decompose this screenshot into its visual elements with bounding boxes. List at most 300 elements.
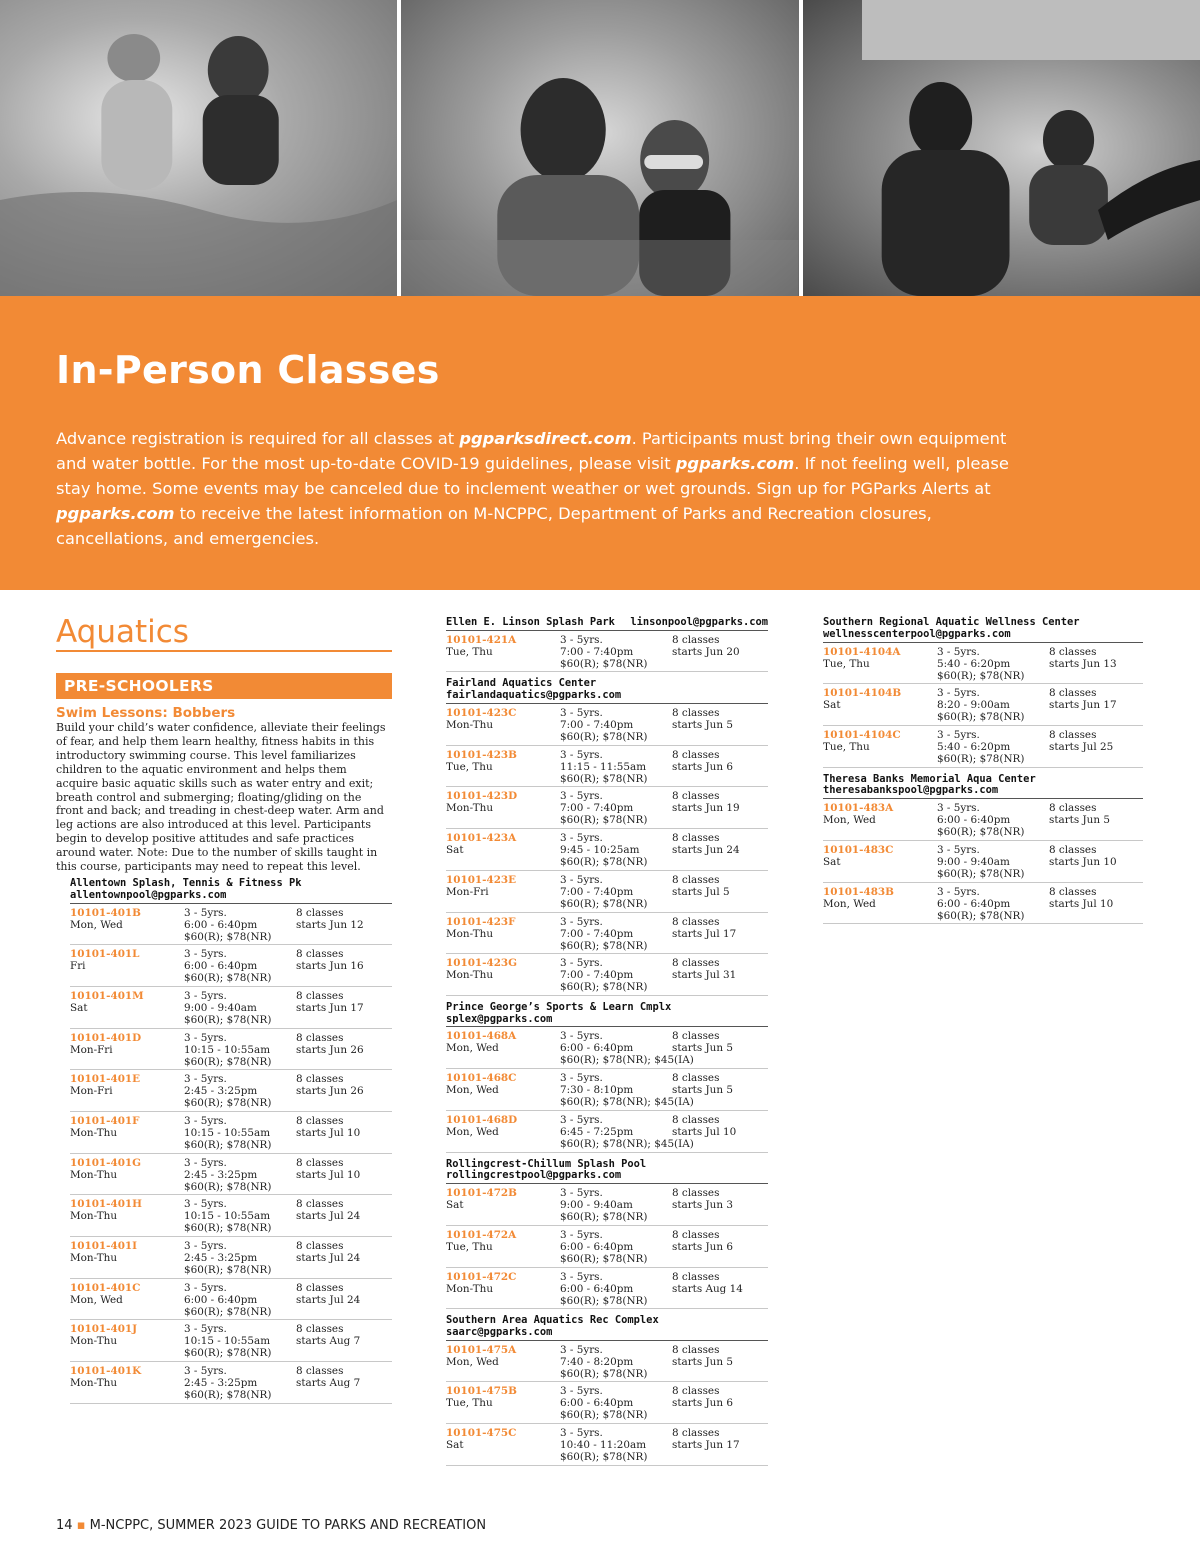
class-time: 10:15 - 10:55am <box>184 1210 271 1223</box>
class-start: starts Jun 17 <box>672 1439 740 1452</box>
class-time: 2:45 - 3:25pm <box>184 1168 258 1181</box>
class-days: Tue, Thu <box>823 740 870 753</box>
class-age: 3 - 5yrs. <box>560 957 603 970</box>
class-days: Mon-Thu <box>446 1282 494 1295</box>
class-count: 8 classes <box>1049 645 1097 658</box>
class-time: 9:00 - 9:40am <box>937 855 1010 868</box>
class-age: 3 - 5yrs. <box>184 1031 227 1044</box>
intro-text <box>56 426 1016 551</box>
class-code[interactable]: 10101-472B <box>446 1187 517 1200</box>
class-row <box>446 1424 768 1466</box>
class-row <box>446 1184 768 1226</box>
class-row <box>446 954 768 996</box>
class-fee: $60(R); $78(NR) <box>184 1264 272 1277</box>
class-days: Sat <box>446 1199 464 1212</box>
class-col-count <box>296 990 392 1026</box>
class-age: 3 - 5yrs. <box>937 802 980 815</box>
class-time: 10:40 - 11:20am <box>560 1439 647 1452</box>
class-col-count <box>672 874 768 910</box>
class-row <box>446 871 768 913</box>
venue-email[interactable]: fairlandaquatics@pgparks.com <box>446 689 622 702</box>
class-col-id <box>70 1198 184 1234</box>
class-col-count <box>672 1385 768 1421</box>
class-code[interactable]: 10101-4104C <box>823 728 901 741</box>
venue-header <box>823 774 1143 800</box>
venue-block <box>446 617 768 672</box>
class-fee: $60(R); $78(NR) <box>184 1055 272 1068</box>
class-start: starts Aug 7 <box>296 1335 361 1348</box>
class-start: starts Jul 24 <box>296 1293 361 1306</box>
class-time: 10:15 - 10:55am <box>184 1127 271 1139</box>
venue-block <box>446 1002 768 1153</box>
class-time: 10:15 - 10:55am <box>184 1335 271 1348</box>
class-col-time <box>560 832 672 868</box>
intro-text-1: Advance registration is required for all classes at <box>56 429 460 448</box>
venue-header <box>446 1315 768 1341</box>
class-fee: $60(R); $78(NR) <box>937 752 1025 765</box>
class-start: starts Jun 16 <box>296 960 364 973</box>
class-age: 3 - 5yrs. <box>560 1427 603 1440</box>
class-row <box>823 643 1143 685</box>
class-col-id <box>823 646 937 682</box>
class-fee: $60(R); $78(NR) <box>560 1451 648 1464</box>
class-fee: $60(R); $78(NR) <box>560 1367 648 1380</box>
class-time: 2:45 - 3:25pm <box>184 1252 258 1265</box>
class-col-count <box>1049 687 1143 723</box>
class-code[interactable]: 10101-401H <box>70 1198 142 1211</box>
class-row <box>446 631 768 673</box>
class-col-id <box>446 1072 560 1108</box>
class-start: starts Jun 26 <box>296 1085 364 1098</box>
class-col-id <box>446 957 560 993</box>
class-col-count <box>296 1157 392 1193</box>
class-count: 8 classes <box>672 633 720 646</box>
class-code[interactable]: 10101-401I <box>70 1240 138 1253</box>
class-count: 8 classes <box>296 1240 344 1253</box>
class-col-id <box>70 1323 184 1359</box>
venue-block <box>446 678 768 995</box>
photo-swim-instructor-child <box>0 0 397 296</box>
class-age: 3 - 5yrs. <box>560 1228 603 1241</box>
class-time: 9:00 - 9:40am <box>560 1199 633 1212</box>
class-count: 8 classes <box>296 989 344 1002</box>
class-code[interactable]: 10101-423D <box>446 790 518 803</box>
class-count: 8 classes <box>672 832 720 845</box>
class-days: Sat <box>823 855 841 868</box>
class-code[interactable]: 10101-423A <box>446 832 517 845</box>
class-start: starts Aug 7 <box>296 1377 361 1390</box>
class-col-time <box>560 749 672 785</box>
class-col-time <box>560 790 672 826</box>
class-code[interactable]: 10101-468D <box>446 1113 518 1126</box>
class-col-time <box>560 1229 672 1265</box>
class-col-time <box>184 1115 296 1151</box>
class-col-time <box>937 729 1049 765</box>
intro-text-2: . Participants must bring their own equipment and water bottle. For the most up-to-date COVID-19 guidelines, please visit <box>56 429 1007 473</box>
class-time: 6:00 - 6:40pm <box>937 897 1011 910</box>
class-age: 3 - 5yrs. <box>560 1385 603 1398</box>
class-time: 6:00 - 6:40pm <box>184 960 258 973</box>
class-days: Mon-Thu <box>70 1127 118 1139</box>
class-fee: $60(R); $78(NR) <box>560 939 648 952</box>
class-code[interactable]: 10101-472C <box>446 1270 517 1283</box>
class-col-id <box>446 707 560 743</box>
class-age: 3 - 5yrs. <box>560 873 603 886</box>
class-count: 8 classes <box>672 748 720 761</box>
class-row <box>70 1112 392 1154</box>
class-age: 3 - 5yrs. <box>184 1073 227 1086</box>
class-col-id <box>823 886 937 922</box>
class-days: Tue, Thu <box>446 1240 493 1253</box>
class-time: 7:00 - 7:40pm <box>560 719 634 732</box>
class-fee: $60(R); $78(NR) <box>560 731 648 744</box>
class-fee: $60(R); $78(NR) <box>560 1294 648 1307</box>
class-col-count <box>296 1032 392 1068</box>
class-time: 7:00 - 7:40pm <box>560 969 634 982</box>
class-fee: $60(R); $78(NR) <box>184 972 272 985</box>
class-fee: $60(R); $78(NR) <box>184 1139 272 1151</box>
class-code[interactable]: 10101-423C <box>446 707 517 720</box>
class-fee: $60(R); $78(NR) <box>560 1252 648 1265</box>
class-start: starts Jun 5 <box>672 1084 733 1097</box>
class-col-time <box>184 1032 296 1068</box>
class-time: 5:40 - 6:20pm <box>937 740 1011 753</box>
class-days: Sat <box>446 1439 464 1452</box>
class-col-id <box>446 1427 560 1463</box>
class-count: 8 classes <box>1049 802 1097 815</box>
class-code[interactable]: 10101-401D <box>70 1031 142 1044</box>
class-col-id <box>446 1344 560 1380</box>
class-col-time <box>560 1385 672 1421</box>
class-age: 3 - 5yrs. <box>560 1030 603 1043</box>
class-fee: $60(R); $78(NR) <box>560 1409 648 1422</box>
class-age: 3 - 5yrs. <box>184 1156 227 1169</box>
class-age: 3 - 5yrs. <box>184 989 227 1002</box>
venue-email[interactable]: splex@pgparks.com <box>446 1012 553 1025</box>
class-age: 3 - 5yrs. <box>560 748 603 761</box>
class-col-time <box>184 907 296 943</box>
class-code[interactable]: 10101-423B <box>446 748 517 761</box>
class-days: Mon, Wed <box>446 1042 499 1055</box>
class-col-time <box>184 1365 296 1401</box>
class-count: 8 classes <box>672 1427 720 1440</box>
class-code[interactable]: 10101-401M <box>70 989 144 1002</box>
class-start: starts Jul 25 <box>1049 740 1114 753</box>
class-col-id <box>70 948 184 984</box>
class-code[interactable]: 10101-401L <box>70 948 140 961</box>
class-fee: $60(R); $78(NR) <box>937 826 1025 839</box>
class-start: starts Jul 24 <box>296 1252 361 1265</box>
class-code[interactable]: 10101-475C <box>446 1427 517 1440</box>
class-col-count <box>1049 802 1143 838</box>
class-count: 8 classes <box>672 1228 720 1241</box>
class-fee: $60(R); $78(NR) <box>560 814 648 827</box>
class-days: Mon, Wed <box>823 814 876 827</box>
venue-block <box>823 617 1143 768</box>
class-col-count <box>296 1198 392 1234</box>
class-age: 3 - 5yrs. <box>560 633 603 646</box>
class-fee: $60(R); $78(NR) <box>937 909 1025 922</box>
class-age: 3 - 5yrs. <box>937 645 980 658</box>
class-code[interactable]: 10101-483C <box>823 843 894 856</box>
venue-email[interactable]: linsonpool@pgparks.com <box>630 616 768 628</box>
class-col-count <box>296 1365 392 1401</box>
class-fee: $60(R); $78(NR) <box>560 1211 648 1224</box>
photo-swim-dad-child <box>401 0 798 296</box>
class-col-count <box>672 1072 768 1108</box>
venue-name: Rollingcrest-Chillum Splash Pool <box>446 1157 647 1170</box>
class-col-id <box>823 687 937 723</box>
class-col-id <box>823 802 937 838</box>
class-row <box>70 1029 392 1071</box>
class-days: Sat <box>823 699 841 712</box>
class-start: starts Aug 14 <box>672 1282 743 1295</box>
column-2 <box>446 617 768 1466</box>
venue-block <box>823 774 1143 925</box>
class-col-id <box>446 874 560 910</box>
class-code[interactable]: 10101-483A <box>823 802 894 815</box>
class-code[interactable]: 10101-401G <box>70 1156 142 1169</box>
class-code[interactable]: 10101-401E <box>70 1073 141 1086</box>
class-code[interactable]: 10101-401C <box>70 1281 141 1294</box>
class-code[interactable]: 10101-423G <box>446 957 518 970</box>
class-time: 6:00 - 6:40pm <box>184 1293 258 1306</box>
class-days: Mon, Wed <box>70 918 123 931</box>
class-age: 3 - 5yrs. <box>560 832 603 845</box>
class-col-id <box>823 844 937 880</box>
class-col-count <box>672 1344 768 1380</box>
class-fee: $60(R); $78(NR) <box>184 1013 272 1026</box>
class-start: starts Jun 24 <box>672 844 740 857</box>
class-col-id <box>70 1240 184 1276</box>
class-col-count <box>672 957 768 993</box>
class-code[interactable]: 10101-475A <box>446 1343 517 1356</box>
class-days: Mon, Wed <box>446 1084 499 1097</box>
class-age: 3 - 5yrs. <box>937 728 980 741</box>
intro-banner <box>0 296 1200 590</box>
class-count: 8 classes <box>296 1031 344 1044</box>
class-col-id <box>823 729 937 765</box>
class-fee: $60(R); $78(NR) <box>937 867 1025 880</box>
class-col-count <box>296 1282 392 1318</box>
class-fee: $60(R); $78(NR) <box>560 981 648 994</box>
class-code[interactable]: 10101-401B <box>70 906 141 919</box>
venue-name: Prince George’s Sports & Learn Cmplx <box>446 1000 672 1013</box>
pgparksdirect-link[interactable]: pgparksdirect.com <box>459 429 632 448</box>
class-code[interactable]: 10101-483B <box>823 885 894 898</box>
venue-header <box>446 1159 768 1185</box>
class-col-count <box>672 916 768 952</box>
class-days: Mon-Thu <box>70 1168 118 1181</box>
class-row <box>70 987 392 1029</box>
class-count: 8 classes <box>296 1365 344 1378</box>
class-start: starts Jun 5 <box>672 719 733 732</box>
class-code[interactable]: 10101-468A <box>446 1030 517 1043</box>
class-row <box>70 1279 392 1321</box>
class-count: 8 classes <box>296 948 344 961</box>
class-row <box>446 704 768 746</box>
class-code[interactable]: 10101-475B <box>446 1385 517 1398</box>
footer-separator: ▪ <box>76 1518 86 1533</box>
class-col-count <box>672 790 768 826</box>
class-age: 3 - 5yrs. <box>560 790 603 803</box>
class-col-time <box>560 916 672 952</box>
class-row <box>823 883 1143 925</box>
venue-header <box>446 678 768 704</box>
class-row <box>823 841 1143 883</box>
class-time: 7:00 - 7:40pm <box>560 927 634 940</box>
class-col-time <box>560 874 672 910</box>
class-time: 2:45 - 3:25pm <box>184 1377 258 1390</box>
class-count: 8 classes <box>1049 728 1097 741</box>
class-code[interactable]: 10101-423F <box>446 915 516 928</box>
class-fee: $60(R); $78(NR); $45(IA) <box>560 1054 694 1067</box>
class-code[interactable]: 10101-4104B <box>823 687 902 700</box>
column-1 <box>56 600 392 1404</box>
class-count: 8 classes <box>296 906 344 919</box>
class-row <box>823 726 1143 768</box>
class-code[interactable]: 10101-421A <box>446 633 517 646</box>
class-col-id <box>70 990 184 1026</box>
class-col-count <box>672 1427 768 1463</box>
class-time: 10:15 - 10:55am <box>184 1043 271 1056</box>
class-days: Mon-Thu <box>70 1377 118 1390</box>
class-code[interactable]: 10101-401J <box>70 1323 138 1336</box>
venue-header <box>823 617 1143 643</box>
class-col-count <box>296 1115 392 1151</box>
page-number: 14 <box>56 1518 73 1533</box>
class-col-count <box>1049 729 1143 765</box>
class-time: 7:00 - 7:40pm <box>560 885 634 898</box>
class-time: 11:15 - 11:55am <box>560 760 647 773</box>
page-title: In-Person Classes <box>56 348 440 392</box>
class-row <box>70 1237 392 1279</box>
class-count: 8 classes <box>672 1343 720 1356</box>
class-count: 8 classes <box>296 1115 344 1127</box>
intro-text-4: to receive the latest information on M-NCPPC, Department of Parks and Recreation closures, cancellations, and emergencies. <box>56 504 932 548</box>
class-row <box>446 913 768 955</box>
venue-email[interactable]: rollingcrestpool@pgparks.com <box>446 1169 622 1182</box>
venue-list <box>56 878 392 1404</box>
class-start: starts Jun 6 <box>672 1240 733 1253</box>
class-time: 6:00 - 6:40pm <box>560 1397 634 1410</box>
class-age: 3 - 5yrs. <box>184 948 227 961</box>
column-3 <box>823 617 1143 924</box>
class-col-id <box>446 1271 560 1307</box>
class-row <box>823 684 1143 726</box>
pgparks-alerts-link[interactable]: pgparks.com <box>56 504 175 523</box>
class-count: 8 classes <box>672 1072 720 1085</box>
class-time: 7:00 - 7:40pm <box>560 645 634 658</box>
class-col-id <box>446 634 560 670</box>
class-col-time <box>184 1240 296 1276</box>
class-days: Tue, Thu <box>446 760 493 773</box>
class-code[interactable]: 10101-401F <box>70 1115 140 1127</box>
class-count: 8 classes <box>672 1270 720 1283</box>
class-col-time <box>937 687 1049 723</box>
intro-text-3: . If not feeling well, please stay home. Some events may be canceled due to inclement weather or wet grounds. Sign up for PGParks Alerts at <box>56 454 1009 498</box>
class-fee: $60(R); $78(NR) <box>560 772 648 785</box>
class-count: 8 classes <box>672 790 720 803</box>
class-row <box>70 1070 392 1112</box>
class-col-count <box>296 907 392 943</box>
class-col-count <box>672 1030 768 1066</box>
class-row <box>446 1341 768 1383</box>
venue-email[interactable]: saarc@pgparks.com <box>446 1326 553 1338</box>
class-start: starts Jun 26 <box>296 1043 364 1056</box>
class-fee: $60(R); $78(NR) <box>184 1389 272 1402</box>
class-code[interactable]: 10101-423E <box>446 873 517 886</box>
category-bar: PRE-SCHOOLERS <box>56 673 392 699</box>
class-col-time <box>184 948 296 984</box>
class-col-count <box>672 832 768 868</box>
class-col-id <box>446 916 560 952</box>
class-col-id <box>446 1114 560 1150</box>
class-code[interactable]: 10101-401K <box>70 1365 142 1378</box>
class-col-id <box>70 1073 184 1109</box>
venue-email[interactable]: theresabankspool@pgparks.com <box>823 784 999 797</box>
class-code[interactable]: 10101-468C <box>446 1072 517 1085</box>
class-age: 3 - 5yrs. <box>184 1115 227 1127</box>
class-time: 8:20 - 9:00am <box>937 699 1010 712</box>
class-col-time <box>560 707 672 743</box>
class-row <box>823 799 1143 841</box>
class-age: 3 - 5yrs. <box>560 1113 603 1126</box>
class-row <box>70 904 392 946</box>
class-count: 8 classes <box>672 1030 720 1043</box>
class-col-time <box>560 1271 672 1307</box>
class-count: 8 classes <box>672 873 720 886</box>
venue-email[interactable]: wellnesscenterpool@pgparks.com <box>823 627 1011 640</box>
class-code[interactable]: 10101-4104A <box>823 645 901 658</box>
class-col-id <box>446 1187 560 1223</box>
class-age: 3 - 5yrs. <box>184 1281 227 1294</box>
class-age: 3 - 5yrs. <box>560 1072 603 1085</box>
class-days: Mon-Thu <box>446 802 494 815</box>
class-row <box>446 1069 768 1111</box>
class-col-time <box>560 957 672 993</box>
class-count: 8 classes <box>672 915 720 928</box>
class-code[interactable]: 10101-472A <box>446 1228 517 1241</box>
venue-header-row <box>446 617 768 629</box>
venue-name: Theresa Banks Memorial Aqua Center <box>823 772 1036 785</box>
class-count: 8 classes <box>1049 843 1097 856</box>
class-days: Mon-Thu <box>446 969 494 982</box>
class-age: 3 - 5yrs. <box>184 1323 227 1336</box>
class-count: 8 classes <box>672 1385 720 1398</box>
class-days: Tue, Thu <box>823 657 870 670</box>
class-col-count <box>672 1114 768 1150</box>
venue-name: Southern Regional Aquatic Wellness Center <box>823 616 1080 628</box>
venue-list <box>446 617 768 1466</box>
class-days: Mon-Thu <box>70 1252 118 1265</box>
class-start: starts Jun 17 <box>296 1001 364 1014</box>
class-row <box>70 1154 392 1196</box>
class-count: 8 classes <box>296 1156 344 1169</box>
class-start: starts Jul 10 <box>296 1127 361 1139</box>
class-col-count <box>672 707 768 743</box>
class-fee: $60(R); $78(NR) <box>937 669 1025 682</box>
venue-email[interactable]: allentownpool@pgparks.com <box>70 888 227 901</box>
class-age: 3 - 5yrs. <box>937 687 980 700</box>
class-row <box>70 945 392 987</box>
class-row <box>70 1320 392 1362</box>
class-time: 6:45 - 7:25pm <box>560 1125 634 1138</box>
class-time: 7:00 - 7:40pm <box>560 802 634 815</box>
photo-swim-mom-child <box>803 0 1200 296</box>
class-time: 2:45 - 3:25pm <box>184 1085 258 1098</box>
pgparks-link[interactable]: pgparks.com <box>675 454 795 473</box>
